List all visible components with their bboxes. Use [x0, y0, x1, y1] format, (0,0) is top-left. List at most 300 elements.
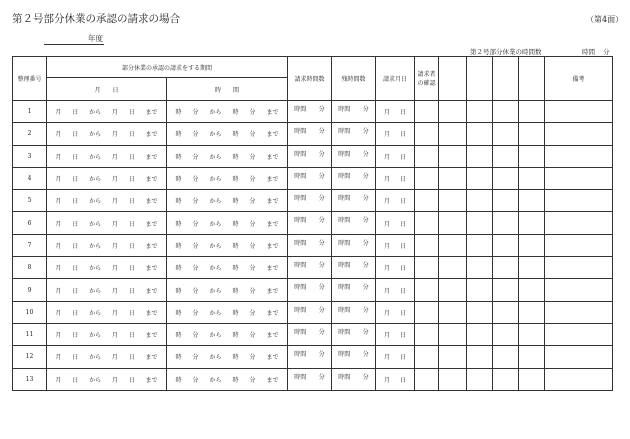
requested-hours-cell[interactable] — [288, 123, 332, 145]
requested-hours-cell[interactable] — [288, 301, 332, 323]
token-month: 月 — [111, 109, 118, 117]
token-until: まで — [145, 198, 158, 206]
blank-cell[interactable] — [439, 279, 467, 301]
request-date-cell[interactable] — [376, 346, 415, 368]
token-hours: 時間 — [338, 195, 351, 203]
token-minute: 分 — [362, 172, 369, 180]
token-day: 日 — [72, 176, 79, 184]
token-hour: 時 — [232, 109, 239, 117]
blank-cell[interactable] — [467, 346, 493, 368]
token-hour: 時 — [232, 265, 239, 273]
blank-cell[interactable] — [467, 123, 493, 145]
requested-hours-cell[interactable] — [288, 190, 332, 212]
request-date-cell[interactable] — [376, 368, 415, 390]
token-hours: 時間 — [338, 262, 351, 270]
token-minute: 分 — [249, 198, 256, 206]
blank-cell[interactable] — [439, 101, 467, 123]
remaining-hours-cell[interactable] — [332, 279, 376, 301]
token-month: 月 — [383, 153, 390, 161]
blank-cell[interactable] — [493, 190, 519, 212]
time-range-cell[interactable] — [167, 234, 288, 256]
blank-cell[interactable] — [439, 234, 467, 256]
blank-cell[interactable] — [519, 145, 545, 167]
blank-cell[interactable] — [439, 257, 467, 279]
blank-cell[interactable] — [493, 257, 519, 279]
token-minute: 分 — [318, 284, 325, 292]
token-minute: 分 — [362, 128, 369, 136]
remaining-hours-cell[interactable] — [332, 301, 376, 323]
token-day: 日 — [399, 354, 406, 362]
token-month: 月 — [55, 332, 62, 340]
signer-cell[interactable] — [415, 234, 439, 256]
token-from: から — [89, 176, 102, 184]
blank-cell[interactable] — [519, 167, 545, 189]
remaining-hours-cell[interactable] — [332, 123, 376, 145]
token-until: まで — [145, 332, 158, 340]
blank-cell[interactable] — [519, 368, 545, 390]
blank-cell[interactable] — [493, 301, 519, 323]
token-minute: 分 — [318, 328, 325, 336]
token-day: 日 — [399, 131, 406, 139]
blank-cell[interactable] — [439, 212, 467, 234]
requested-hours-cell[interactable] — [288, 145, 332, 167]
token-hour: 時 — [232, 153, 239, 161]
blank-cell[interactable] — [493, 212, 519, 234]
table-row — [13, 123, 613, 145]
date-range-cell[interactable] — [47, 279, 167, 301]
blank-cell[interactable] — [519, 323, 545, 345]
header-blank — [519, 57, 545, 101]
date-range-cell[interactable] — [47, 101, 167, 123]
token-minute: 分 — [318, 351, 325, 359]
token-day: 日 — [399, 220, 406, 228]
date-range-cell[interactable] — [47, 167, 167, 189]
token-minute: 分 — [192, 109, 199, 117]
token-month: 月 — [55, 287, 62, 295]
signer-cell[interactable] — [415, 257, 439, 279]
signer-cell[interactable] — [415, 212, 439, 234]
remarks-cell[interactable] — [545, 323, 613, 345]
token-day: 日 — [399, 376, 406, 384]
date-range-cell[interactable] — [47, 301, 167, 323]
token-month: 月 — [55, 242, 62, 250]
token-day: 日 — [399, 109, 406, 117]
header-date: 月 日 — [47, 78, 167, 101]
time-range-cell[interactable] — [167, 368, 288, 390]
remaining-hours-cell[interactable] — [332, 257, 376, 279]
document-title: 第２号部分休業の承認の請求の場合 — [12, 13, 180, 25]
remarks-cell[interactable] — [545, 190, 613, 212]
date-range-cell[interactable] — [47, 368, 167, 390]
remaining-hours-cell[interactable] — [332, 145, 376, 167]
remarks-cell[interactable] — [545, 101, 613, 123]
remarks-cell[interactable] — [545, 234, 613, 256]
request-date-cell[interactable] — [376, 279, 415, 301]
token-hour: 時 — [232, 198, 239, 206]
requested-hours-cell[interactable] — [288, 346, 332, 368]
signer-cell[interactable] — [415, 323, 439, 345]
table-row — [13, 212, 613, 234]
row-number: 1 — [13, 101, 47, 123]
time-range-cell[interactable] — [167, 190, 288, 212]
signer-cell[interactable] — [415, 279, 439, 301]
blank-cell[interactable] — [467, 234, 493, 256]
remaining-hours-cell[interactable] — [332, 368, 376, 390]
blank-cell[interactable] — [439, 323, 467, 345]
date-range-cell[interactable] — [47, 234, 167, 256]
signer-cell[interactable] — [415, 346, 439, 368]
requested-hours-cell[interactable] — [288, 234, 332, 256]
token-hours: 時間 — [338, 106, 351, 113]
token-until: まで — [266, 376, 279, 384]
token-hour: 時 — [232, 131, 239, 139]
token-hour: 時 — [175, 265, 182, 273]
token-until: まで — [266, 176, 279, 184]
token-hours: 時間 — [338, 150, 351, 158]
token-hour: 時 — [232, 376, 239, 384]
token-hours: 時間 — [338, 351, 351, 359]
time-range-cell[interactable] — [167, 167, 288, 189]
token-hours: 時間 — [338, 239, 351, 247]
token-month: 月 — [55, 354, 62, 362]
header-blank — [493, 57, 519, 101]
remaining-hours-cell[interactable] — [332, 346, 376, 368]
remaining-hours-cell[interactable] — [332, 167, 376, 189]
token-minute: 分 — [362, 217, 369, 225]
request-date-cell[interactable] — [376, 301, 415, 323]
remarks-cell[interactable] — [545, 346, 613, 368]
request-date-cell[interactable] — [376, 234, 415, 256]
remarks-cell[interactable] — [545, 279, 613, 301]
remarks-cell[interactable] — [545, 212, 613, 234]
token-month: 月 — [55, 176, 62, 184]
token-month: 月 — [111, 309, 118, 317]
token-from: から — [209, 354, 222, 362]
request-date-cell[interactable] — [376, 167, 415, 189]
total-hours-label: 第２号部分休業の時間数 — [470, 48, 542, 56]
token-month: 月 — [383, 354, 390, 362]
row-number: 5 — [13, 190, 47, 212]
token-day: 日 — [128, 176, 135, 184]
time-range-cell[interactable] — [167, 101, 288, 123]
blank-cell[interactable] — [467, 257, 493, 279]
requested-hours-cell[interactable] — [288, 368, 332, 390]
token-minute: 分 — [362, 106, 369, 113]
blank-cell[interactable] — [493, 368, 519, 390]
blank-cell[interactable] — [439, 123, 467, 145]
token-until: まで — [266, 220, 279, 228]
token-day: 日 — [128, 153, 135, 161]
token-hour: 時 — [175, 198, 182, 206]
signer-cell[interactable] — [415, 101, 439, 123]
token-hour: 時 — [175, 309, 182, 317]
token-month: 月 — [55, 265, 62, 273]
signer-cell[interactable] — [415, 167, 439, 189]
token-minute: 分 — [318, 239, 325, 247]
table-row — [13, 190, 613, 212]
token-minute: 分 — [249, 176, 256, 184]
token-month: 月 — [111, 176, 118, 184]
token-until: まで — [266, 131, 279, 139]
blank-cell[interactable] — [467, 212, 493, 234]
token-day: 日 — [72, 265, 79, 273]
token-month: 月 — [383, 376, 390, 384]
token-until: まで — [266, 153, 279, 161]
token-hour: 時 — [175, 109, 182, 117]
token-day: 日 — [128, 265, 135, 273]
remaining-hours-cell[interactable] — [332, 212, 376, 234]
blank-cell[interactable] — [519, 234, 545, 256]
token-hour: 時 — [175, 354, 182, 362]
remaining-hours-cell[interactable] — [332, 234, 376, 256]
token-month: 月 — [55, 131, 62, 139]
token-month: 月 — [383, 109, 390, 117]
token-from: から — [89, 242, 102, 250]
blank-cell[interactable] — [519, 190, 545, 212]
token-hour: 時 — [232, 220, 239, 228]
requested-hours-cell[interactable] — [288, 167, 332, 189]
token-minute: 分 — [318, 217, 325, 225]
request-date-cell[interactable] — [376, 257, 415, 279]
token-from: から — [89, 332, 102, 340]
token-month: 月 — [55, 198, 62, 206]
date-range-cell[interactable] — [47, 323, 167, 345]
token-minute: 分 — [362, 239, 369, 247]
time-range-cell[interactable] — [167, 145, 288, 167]
blank-cell[interactable] — [467, 145, 493, 167]
remarks-cell[interactable] — [545, 368, 613, 390]
request-date-cell[interactable] — [376, 145, 415, 167]
requested-hours-cell[interactable] — [288, 212, 332, 234]
time-range-cell[interactable] — [167, 257, 288, 279]
header-period-group: 部分休業の承認の請求をする期間 — [47, 57, 288, 78]
request-date-cell[interactable] — [376, 323, 415, 345]
requested-hours-cell[interactable] — [288, 257, 332, 279]
token-hour: 時 — [175, 287, 182, 295]
token-hours: 時間 — [294, 128, 307, 136]
blank-cell[interactable] — [467, 323, 493, 345]
token-hour: 時 — [175, 176, 182, 184]
blank-cell[interactable] — [467, 279, 493, 301]
remaining-hours-cell[interactable] — [332, 323, 376, 345]
token-until: まで — [266, 309, 279, 317]
blank-cell[interactable] — [439, 145, 467, 167]
token-until: まで — [266, 265, 279, 273]
requested-hours-cell[interactable] — [288, 279, 332, 301]
token-until: まで — [266, 287, 279, 295]
token-minute: 分 — [318, 172, 325, 180]
token-month: 月 — [55, 220, 62, 228]
token-day: 日 — [72, 131, 79, 139]
blank-cell[interactable] — [493, 123, 519, 145]
token-until: まで — [145, 220, 158, 228]
token-from: から — [209, 220, 222, 228]
token-day: 日 — [399, 287, 406, 295]
token-month: 月 — [111, 153, 118, 161]
token-day: 日 — [128, 354, 135, 362]
token-until: まで — [145, 109, 158, 117]
blank-cell[interactable] — [519, 346, 545, 368]
token-month: 月 — [383, 176, 390, 184]
request-date-cell[interactable] — [376, 190, 415, 212]
token-from: から — [89, 376, 102, 384]
token-day: 日 — [72, 376, 79, 384]
token-month: 月 — [55, 309, 62, 317]
token-from: から — [209, 109, 222, 117]
token-day: 日 — [128, 332, 135, 340]
blank-cell[interactable] — [439, 190, 467, 212]
time-range-cell[interactable] — [167, 279, 288, 301]
blank-cell[interactable] — [493, 234, 519, 256]
time-range-cell[interactable] — [167, 123, 288, 145]
blank-cell[interactable] — [519, 301, 545, 323]
token-month: 月 — [383, 287, 390, 295]
remaining-hours-cell[interactable] — [332, 101, 376, 123]
token-minute: 分 — [249, 309, 256, 317]
remarks-cell[interactable] — [545, 257, 613, 279]
table-row — [13, 368, 613, 390]
remarks-cell[interactable] — [545, 301, 613, 323]
row-number: 7 — [13, 234, 47, 256]
remarks-cell[interactable] — [545, 167, 613, 189]
request-date-cell[interactable] — [376, 123, 415, 145]
blank-cell[interactable] — [493, 279, 519, 301]
date-range-cell[interactable] — [47, 212, 167, 234]
header-number: 整理番号 — [13, 57, 47, 101]
time-range-cell[interactable] — [167, 212, 288, 234]
year-label: 年度 — [88, 34, 103, 43]
blank-cell[interactable] — [467, 301, 493, 323]
date-range-cell[interactable] — [47, 190, 167, 212]
header-signer-line2: の確認 — [417, 79, 436, 87]
token-day: 日 — [128, 198, 135, 206]
token-until: まで — [145, 376, 158, 384]
token-minute: 分 — [318, 150, 325, 158]
token-day: 日 — [72, 220, 79, 228]
date-range-cell[interactable] — [47, 123, 167, 145]
token-hour: 時 — [175, 220, 182, 228]
header-blank — [439, 57, 467, 101]
time-range-cell[interactable] — [167, 301, 288, 323]
remarks-cell[interactable] — [545, 145, 613, 167]
header-requested-hours: 請求時間数 — [288, 57, 332, 101]
date-range-cell[interactable] — [47, 145, 167, 167]
token-hours: 時間 — [294, 351, 307, 359]
blank-cell[interactable] — [467, 368, 493, 390]
token-month: 月 — [111, 131, 118, 139]
token-day: 日 — [72, 109, 79, 117]
row-number: 2 — [13, 123, 47, 145]
token-from: から — [209, 153, 222, 161]
token-from: から — [89, 309, 102, 317]
token-minute: 分 — [362, 351, 369, 359]
blank-cell[interactable] — [519, 123, 545, 145]
blank-cell[interactable] — [467, 167, 493, 189]
token-until: まで — [266, 198, 279, 206]
time-range-cell[interactable] — [167, 323, 288, 345]
token-minute: 分 — [192, 220, 199, 228]
signer-cell[interactable] — [415, 301, 439, 323]
token-day: 日 — [399, 153, 406, 161]
token-hour: 時 — [232, 287, 239, 295]
row-number: 10 — [13, 301, 47, 323]
token-day: 日 — [128, 109, 135, 117]
token-from: から — [89, 354, 102, 362]
blank-cell[interactable] — [493, 323, 519, 345]
token-hours: 時間 — [338, 284, 351, 292]
blank-cell[interactable] — [519, 279, 545, 301]
table-row — [13, 257, 613, 279]
token-minute: 分 — [192, 309, 199, 317]
token-minute: 分 — [249, 242, 256, 250]
blank-cell[interactable] — [439, 167, 467, 189]
token-day: 日 — [72, 354, 79, 362]
token-until: まで — [145, 309, 158, 317]
token-from: から — [89, 265, 102, 273]
blank-cell[interactable] — [493, 346, 519, 368]
blank-cell[interactable] — [439, 368, 467, 390]
blank-cell[interactable] — [439, 301, 467, 323]
row-number: 11 — [13, 323, 47, 345]
token-day: 日 — [128, 220, 135, 228]
signer-cell[interactable] — [415, 145, 439, 167]
token-day: 日 — [72, 332, 79, 340]
token-minute: 分 — [192, 376, 199, 384]
time-range-cell[interactable] — [167, 346, 288, 368]
blank-cell[interactable] — [439, 346, 467, 368]
blank-cell[interactable] — [493, 101, 519, 123]
blank-cell[interactable] — [519, 257, 545, 279]
signer-cell[interactable] — [415, 123, 439, 145]
blank-cell[interactable] — [467, 101, 493, 123]
requested-hours-cell[interactable] — [288, 323, 332, 345]
blank-cell[interactable] — [519, 101, 545, 123]
header-remaining-hours: 残時間数 — [332, 57, 376, 101]
token-hour: 時 — [175, 242, 182, 250]
token-month: 月 — [383, 332, 390, 340]
signer-cell[interactable] — [415, 190, 439, 212]
request-date-cell[interactable] — [376, 212, 415, 234]
token-until: まで — [145, 265, 158, 273]
date-range-cell[interactable] — [47, 346, 167, 368]
date-range-cell[interactable] — [47, 257, 167, 279]
token-minute: 分 — [362, 373, 369, 381]
token-from: から — [89, 220, 102, 228]
token-hour: 時 — [232, 242, 239, 250]
token-day: 日 — [72, 287, 79, 295]
request-date-cell[interactable] — [376, 101, 415, 123]
token-from: から — [209, 309, 222, 317]
token-from: から — [89, 131, 102, 139]
token-minute: 分 — [249, 153, 256, 161]
requested-hours-cell[interactable] — [288, 101, 332, 123]
signer-cell[interactable] — [415, 368, 439, 390]
token-from: から — [209, 376, 222, 384]
remaining-hours-cell[interactable] — [332, 190, 376, 212]
token-from: から — [89, 153, 102, 161]
blank-cell[interactable] — [493, 167, 519, 189]
token-month: 月 — [111, 198, 118, 206]
token-day: 日 — [399, 242, 406, 250]
remarks-cell[interactable] — [545, 123, 613, 145]
blank-cell[interactable] — [493, 145, 519, 167]
token-minute: 分 — [362, 306, 369, 314]
token-month: 月 — [383, 198, 390, 206]
blank-cell[interactable] — [519, 212, 545, 234]
blank-cell[interactable] — [467, 190, 493, 212]
token-minute: 分 — [192, 265, 199, 273]
token-day: 日 — [399, 265, 406, 273]
